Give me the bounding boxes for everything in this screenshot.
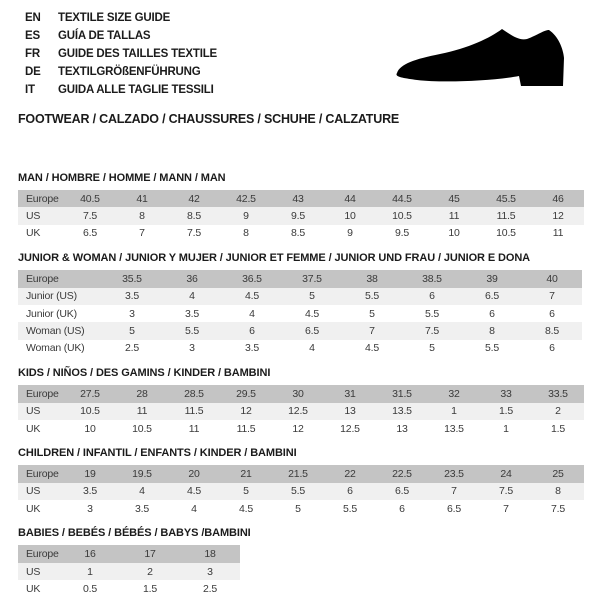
table-title: BABIES / BEBÉS / BÉBÉS / BABYS /BAMBINI (18, 527, 251, 540)
size-table (18, 190, 584, 242)
row-label: Junior (US) (18, 288, 102, 305)
size-cell: 19 (64, 465, 116, 482)
size-cell: 33.5 (532, 385, 584, 402)
size-cell: 9.5 (272, 207, 324, 224)
table-row (18, 207, 584, 224)
size-cell: 42 (168, 190, 220, 207)
size-table-block (18, 367, 600, 437)
size-cell: 6 (402, 288, 462, 305)
table-row (18, 403, 584, 420)
size-cell: 10 (324, 207, 376, 224)
size-cell: 7 (428, 483, 480, 500)
size-cell: 10 (84, 422, 96, 435)
size-cell: 31 (324, 385, 376, 402)
row-label: UK (26, 582, 41, 595)
size-table-block (18, 252, 600, 357)
language-code: ES (25, 30, 40, 42)
language-code: EN (25, 12, 41, 24)
size-cell: 4.5 (239, 502, 253, 515)
table-row (18, 322, 582, 339)
size-cell: 12 (292, 422, 304, 435)
size-cell: 13 (396, 422, 408, 435)
size-cell: 5 (282, 288, 342, 305)
table-row (18, 288, 582, 305)
row-label: Europe (18, 465, 64, 482)
size-cell: 6.5 (83, 227, 97, 240)
size-cell: 11 (552, 227, 564, 240)
size-cell: 19.5 (116, 465, 168, 482)
row-label: Europe (18, 385, 64, 402)
size-cell: 2.5 (125, 342, 139, 355)
size-cell: 12.5 (340, 422, 360, 435)
size-cell: 5 (295, 502, 301, 515)
size-cell: 36.5 (222, 270, 282, 287)
size-cell: 28 (116, 385, 168, 402)
size-cell: 12.5 (272, 403, 324, 420)
size-cell: 4.5 (305, 307, 319, 320)
size-cell: 35.5 (102, 270, 162, 287)
size-cell: 27.5 (64, 385, 116, 402)
size-table-block (18, 447, 600, 517)
size-cell: 39 (462, 270, 522, 287)
size-cell: 1.5 (480, 403, 532, 420)
size-cell: 5 (220, 483, 272, 500)
size-cell: 23.5 (428, 465, 480, 482)
size-cell: 6.5 (447, 502, 461, 515)
size-cell: 3 (180, 563, 240, 580)
size-cell: 4 (116, 483, 168, 500)
size-cell: 17 (120, 545, 180, 562)
row-label: Europe (18, 270, 102, 287)
size-cell: 29.5 (220, 385, 272, 402)
size-cell: 12 (532, 207, 584, 224)
size-cell: 4 (249, 307, 255, 320)
table-row (18, 340, 582, 357)
size-cell: 12 (220, 403, 272, 420)
row-label: Europe (18, 545, 60, 562)
size-cell: 5.5 (425, 307, 439, 320)
size-cell: 6 (489, 307, 495, 320)
size-cell: 38.5 (402, 270, 462, 287)
size-cell: 21.5 (272, 465, 324, 482)
size-cell: 4 (191, 502, 197, 515)
size-tables (18, 172, 600, 598)
size-cell: 1 (428, 403, 480, 420)
size-cell: 5.5 (342, 288, 402, 305)
size-cell: 1 (60, 563, 120, 580)
size-cell: 22 (324, 465, 376, 482)
size-cell: 6.5 (282, 322, 342, 339)
size-cell: 10.5 (496, 227, 516, 240)
size-table-block (18, 172, 600, 242)
size-cell: 3.5 (102, 288, 162, 305)
size-cell: 5.5 (162, 322, 222, 339)
row-label: US (18, 483, 64, 500)
size-cell: 1.5 (551, 422, 565, 435)
size-cell: 25 (532, 465, 584, 482)
size-cell: 10.5 (64, 403, 116, 420)
table-row (18, 305, 582, 322)
size-cell: 18 (180, 545, 240, 562)
size-cell: 13.5 (376, 403, 428, 420)
size-cell: 2 (532, 403, 584, 420)
size-cell: 8 (243, 227, 249, 240)
size-cell: 13 (324, 403, 376, 420)
size-table (18, 385, 584, 437)
size-cell: 31.5 (376, 385, 428, 402)
table-title: KIDS / NIÑOS / DES GAMINS / KINDER / BAMBINI (18, 367, 271, 380)
size-cell: 8.5 (168, 207, 220, 224)
language-code: IT (25, 84, 35, 96)
size-cell: 5.5 (343, 502, 357, 515)
table-row (18, 563, 240, 580)
language-label: TEXTILGRÖßENFÜHRUNG (58, 66, 201, 78)
size-cell: 11 (116, 403, 168, 420)
row-label: Woman (UK) (26, 342, 85, 355)
size-cell: 9 (347, 227, 353, 240)
size-cell: 6 (324, 483, 376, 500)
language-code: FR (25, 48, 40, 60)
table-row (18, 580, 240, 597)
size-cell: 4 (309, 342, 315, 355)
size-cell: 3 (189, 342, 195, 355)
size-cell: 3.5 (135, 502, 149, 515)
size-cell: 20 (168, 465, 220, 482)
size-cell: 37.5 (282, 270, 342, 287)
size-cell: 21 (220, 465, 272, 482)
size-cell: 6.5 (376, 483, 428, 500)
table-row (18, 500, 584, 517)
size-cell: 3.5 (245, 342, 259, 355)
dress-shoe-glyph (393, 25, 571, 91)
size-cell: 40 (522, 270, 582, 287)
size-cell: 13.5 (444, 422, 464, 435)
size-cell: 8.5 (291, 227, 305, 240)
size-cell: 11.5 (480, 207, 532, 224)
size-cell: 10.5 (376, 207, 428, 224)
size-cell: 44 (324, 190, 376, 207)
size-cell: 10.5 (132, 422, 152, 435)
size-cell: 43 (272, 190, 324, 207)
size-cell: 7.5 (480, 483, 532, 500)
language-label: GUIDE DES TAILLES TEXTILE (58, 48, 217, 60)
table-row (18, 545, 240, 562)
size-table (18, 270, 582, 357)
size-cell: 7.5 (64, 207, 116, 224)
size-cell: 11 (428, 207, 480, 224)
size-cell: 5 (429, 342, 435, 355)
size-cell: 8 (532, 483, 584, 500)
size-cell: 33 (480, 385, 532, 402)
size-cell: 46 (532, 190, 584, 207)
size-cell: 9.5 (395, 227, 409, 240)
size-cell: 6 (399, 502, 405, 515)
size-cell: 10 (448, 227, 460, 240)
table-row (18, 465, 584, 482)
table-title: CHILDREN / INFANTIL / ENFANTS / KINDER / BAMBINI (18, 447, 297, 460)
size-cell: 30 (272, 385, 324, 402)
size-cell: 7 (139, 227, 145, 240)
size-cell: 41 (116, 190, 168, 207)
size-cell: 38 (342, 270, 402, 287)
size-cell: 32 (428, 385, 480, 402)
row-label: UK (26, 502, 41, 515)
size-cell: 4 (162, 288, 222, 305)
size-cell: 4.5 (168, 483, 220, 500)
table-row (18, 420, 584, 437)
size-cell: 8.5 (522, 322, 582, 339)
table-title: MAN / HOMBRE / HOMME / MANN / MAN (18, 172, 226, 184)
table-row (18, 385, 584, 402)
language-label: GUÍA DE TALLAS (58, 30, 151, 42)
table-title: JUNIOR & WOMAN / JUNIOR Y MUJER / JUNIOR ET FEMME / JUNIOR UND FRAU / JUNIOR E DONA (18, 252, 531, 265)
category-title: FOOTWEAR / CALZADO / CHAUSSURES / SCHUHE / CALZATURE (18, 112, 400, 126)
size-cell: 5 (102, 322, 162, 339)
size-cell: 9 (220, 207, 272, 224)
size-cell: 11 (188, 422, 200, 435)
size-cell: 3.5 (185, 307, 199, 320)
size-cell: 45.5 (480, 190, 532, 207)
size-cell: 6 (549, 342, 555, 355)
row-label: US (18, 403, 64, 420)
size-cell: 22.5 (376, 465, 428, 482)
row-label: Europe (18, 190, 64, 207)
size-cell: 5.5 (272, 483, 324, 500)
table-row (18, 483, 584, 500)
row-label: UK (26, 422, 41, 435)
size-cell: 6 (549, 307, 555, 320)
size-cell: 44.5 (376, 190, 428, 207)
language-label: TEXTILE SIZE GUIDE (58, 12, 171, 24)
size-cell: 2 (120, 563, 180, 580)
language-code: DE (25, 66, 41, 78)
size-cell: 6 (222, 322, 282, 339)
size-cell: 1 (503, 422, 509, 435)
size-cell: 2.5 (203, 582, 217, 595)
size-cell: 3 (129, 307, 135, 320)
size-cell: 3.5 (64, 483, 116, 500)
row-label: Woman (US) (18, 322, 102, 339)
row-label: US (18, 207, 64, 224)
size-cell: 5 (369, 307, 375, 320)
size-cell: 1.5 (143, 582, 157, 595)
row-label: US (18, 563, 60, 580)
size-cell: 40.5 (64, 190, 116, 207)
size-cell: 7 (342, 322, 402, 339)
size-cell: 8 (116, 207, 168, 224)
shoe-icon (393, 25, 571, 91)
table-row (18, 270, 582, 287)
size-cell: 36 (162, 270, 222, 287)
size-cell: 16 (60, 545, 120, 562)
size-cell: 4.5 (365, 342, 379, 355)
size-table-block (18, 527, 600, 597)
size-cell: 5.5 (485, 342, 499, 355)
size-cell: 0.5 (83, 582, 97, 595)
size-cell: 11.5 (236, 422, 256, 435)
size-cell: 24 (480, 465, 532, 482)
size-cell: 3 (87, 502, 93, 515)
size-table (18, 465, 584, 517)
row-label: UK (26, 227, 41, 240)
size-cell: 11.5 (168, 403, 220, 420)
table-row (18, 190, 584, 207)
language-label: GUIDA ALLE TAGLIE TESSILI (58, 84, 214, 96)
size-cell: 4.5 (222, 288, 282, 305)
size-cell: 7.5 (187, 227, 201, 240)
size-cell: 7 (503, 502, 509, 515)
size-cell: 7 (522, 288, 582, 305)
table-row (18, 225, 584, 242)
size-cell: 28.5 (168, 385, 220, 402)
size-cell: 42.5 (220, 190, 272, 207)
size-table (18, 545, 240, 597)
size-cell: 7.5 (551, 502, 565, 515)
row-label: Junior (UK) (26, 307, 77, 320)
size-cell: 7.5 (402, 322, 462, 339)
size-cell: 6.5 (462, 288, 522, 305)
size-cell: 45 (428, 190, 480, 207)
size-cell: 8 (462, 322, 522, 339)
